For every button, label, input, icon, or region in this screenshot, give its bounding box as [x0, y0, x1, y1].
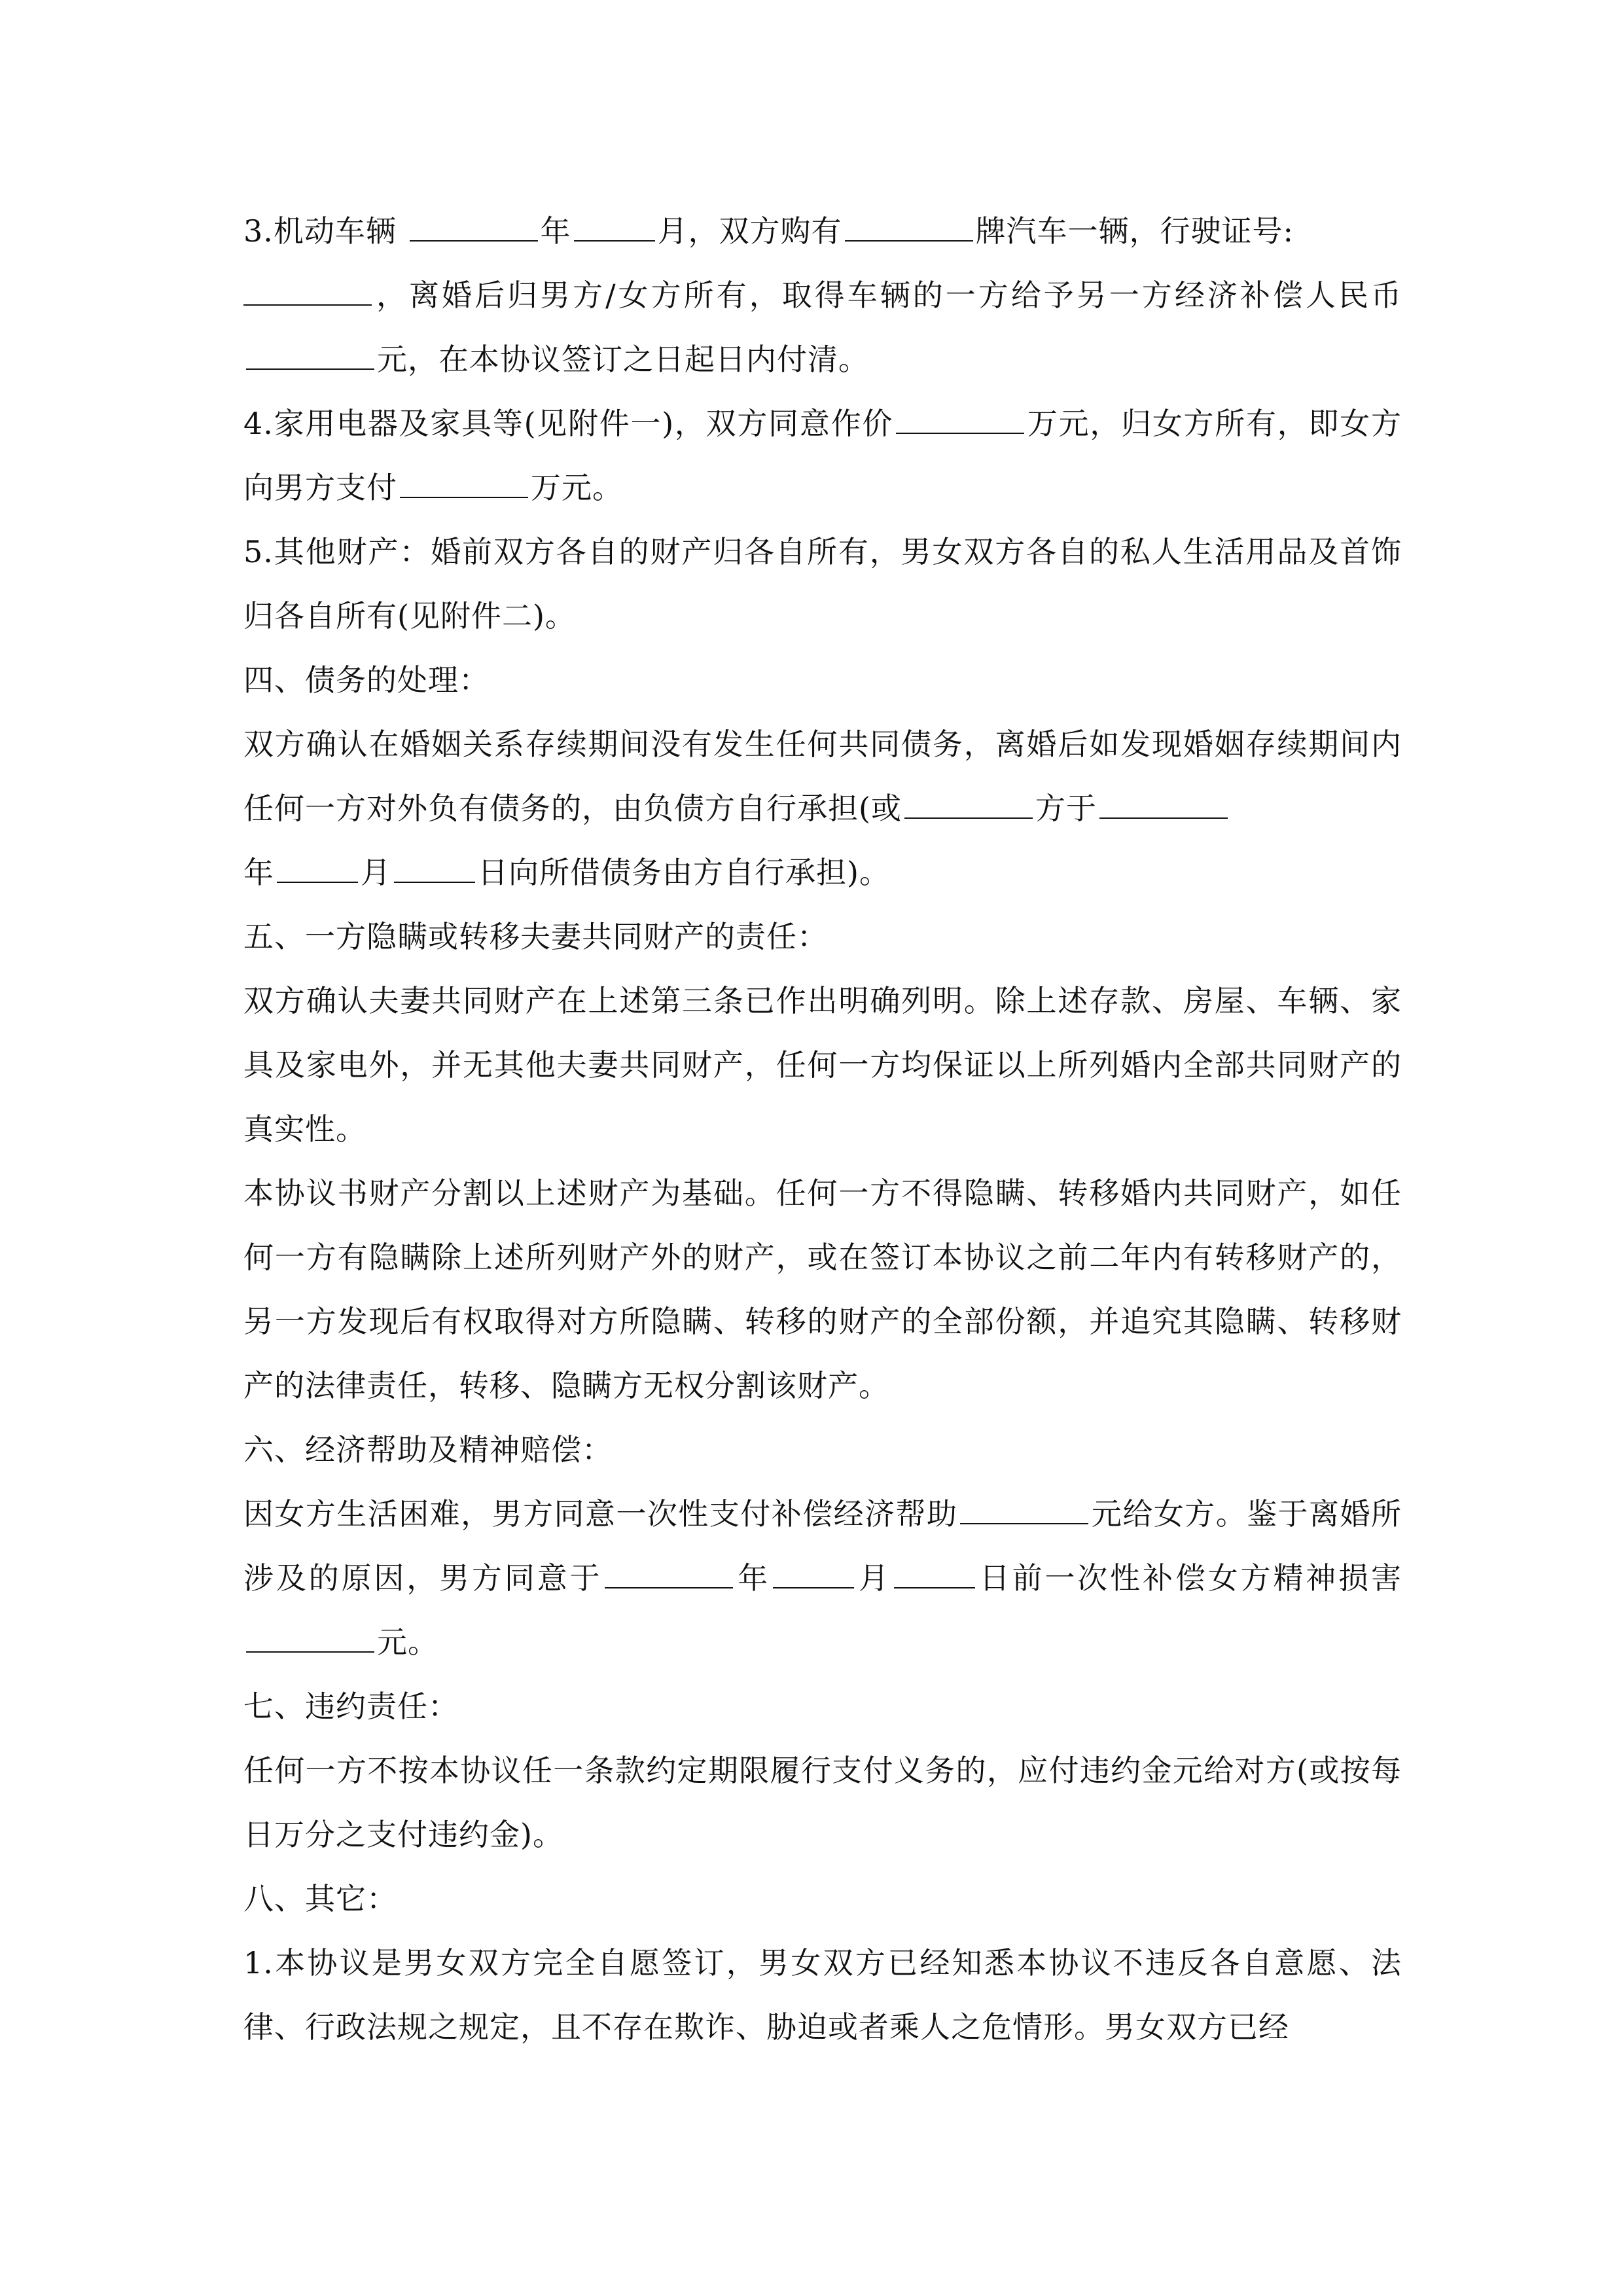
- fill-blank-month[interactable]: [277, 848, 358, 883]
- clause-breach: 任何一方不按本协议任一条款约定期限履行支付义务的，应付违约金元给对方(或按每日万分之支付违约金)。: [243, 1753, 1402, 1852]
- heading-concealment: 五、一方隐瞒或转移夫妻共同财产的责任：: [243, 919, 828, 954]
- text: 元给女方。鉴于离婚所涉及的原因，男方同意于: [243, 1496, 1402, 1596]
- text: 4.家用电器及家具等(见附件一)，双方同意作价: [243, 406, 894, 441]
- text: 年: [540, 213, 571, 249]
- heading-debts: 四、债务的处理：: [243, 662, 490, 698]
- text: 万元。: [531, 470, 623, 505]
- text: 月: [857, 1560, 891, 1596]
- text: 元。: [377, 1624, 438, 1660]
- text: 月，双方购有: [657, 213, 842, 249]
- fill-blank-amount[interactable]: [246, 334, 374, 370]
- text: 元，在本协议签订之日起日内付清。: [377, 342, 869, 377]
- text: 牌汽车一辆，行驶证号:: [975, 213, 1294, 249]
- fill-blank-month[interactable]: [773, 1553, 854, 1588]
- clause-other-property: 5.其他财产：婚前双方各自的财产归各自所有，男女双方各自的私人生活用品及首饰归各自所有(见附件二)。: [243, 534, 1402, 634]
- text: ，离婚后归男方/女方所有，取得车辆的一方给予另一方经济补偿人民币: [374, 278, 1402, 313]
- text: 万元，归女方所有，即女方向男方支付: [243, 406, 1402, 505]
- clause-joint-property: 双方确认夫妻共同财产在上述第三条已作出明确列明。除上述存款、房屋、车辆、家具及家电外，并无其他夫妻共同财产，任何一方均保证以上所列婚内全部共同财产的真实性。: [243, 983, 1402, 1147]
- text: 月: [361, 855, 391, 890]
- text: 年: [736, 1560, 771, 1596]
- clause-appliances: [243, 391, 1402, 520]
- fill-blank-year[interactable]: [410, 206, 538, 242]
- fill-blank-day[interactable]: [894, 1553, 975, 1588]
- clause-concealment: 本协议书财产分割以上述财产为基础。任何一方不得隐瞒、转移婚内共同财产，如任何一方有隐瞒除上述所列财产外的财产，或在签订本协议之前二年内有转移财产的，另一方发现后有权取得对方所隐瞒、转移的财产的全部份额，并追究其隐瞒、转移财产的法律责任，转移、隐瞒方无权分割该财产。: [243, 1175, 1402, 1403]
- document-body: [243, 199, 1402, 2059]
- heading-compensation: 六、经济帮助及精神赔偿：: [243, 1432, 613, 1467]
- fill-blank-month[interactable]: [574, 206, 655, 242]
- fill-blank-day[interactable]: [394, 848, 475, 883]
- text: 3.机动车辆: [243, 213, 397, 249]
- heading-other: 八、其它：: [243, 1881, 397, 1916]
- fill-blank-party[interactable]: [904, 783, 1033, 819]
- fill-blank-brand[interactable]: [845, 206, 973, 242]
- fill-blank-year[interactable]: [1099, 783, 1228, 819]
- text: 日前一次性补偿女方精神损害: [977, 1560, 1402, 1596]
- fill-blank-valuation[interactable]: [896, 399, 1024, 434]
- text: 方于: [1035, 791, 1097, 826]
- clause-compensation: [243, 1482, 1402, 1674]
- text: 年: [243, 855, 274, 890]
- fill-blank-damages[interactable]: [246, 1617, 374, 1653]
- text: 双方确认在婚姻关系存续期间没有发生任何共同债务，离婚后如发现婚姻存续期间内任何一方对外负有债务的，由负债方自行承担(或: [243, 726, 1402, 826]
- fill-blank-year[interactable]: [605, 1553, 733, 1588]
- text: 因女方生活困难，男方同意一次性支付补偿经济帮助: [243, 1496, 958, 1532]
- clause-debts: [243, 712, 1402, 905]
- fill-blank-payment[interactable]: [400, 463, 528, 498]
- fill-blank-aid-amount[interactable]: [960, 1489, 1088, 1524]
- text: 日向所借债务由方自行承担)。: [478, 855, 890, 890]
- fill-blank-license[interactable]: [243, 270, 372, 306]
- heading-breach: 七、违约责任：: [243, 1689, 459, 1724]
- clause-voluntary: 1.本协议是男女双方完全自愿签订，男女双方已经知悉本协议不违反各自意愿、法律、行政法规之规定，且不存在欺诈、胁迫或者乘人之危情形。男女双方已经: [243, 1945, 1402, 2045]
- clause-vehicle: [243, 199, 1402, 391]
